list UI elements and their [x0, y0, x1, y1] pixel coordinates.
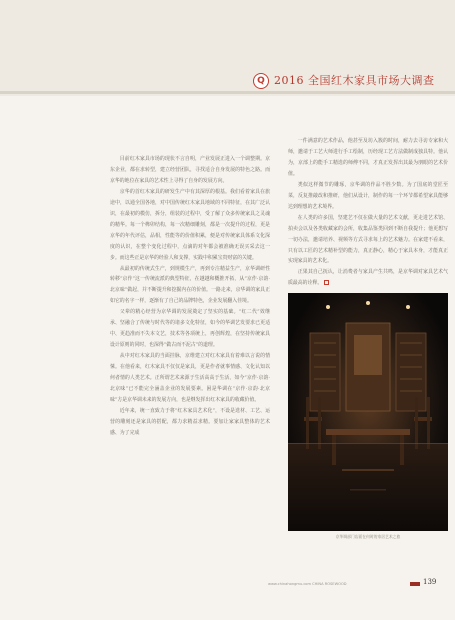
showroom-photo — [288, 293, 448, 531]
paragraph: 一件满意的艺术作品，他甚至及坊入簇的时间，耐力去寻访专家和大师，邀请于工艺大师进行手工绘制，历经现工艺方法做制成独具特。他认为，京部上的能手工精选的师傅不同，才真正发挥出其最为朋眼的艺术价值。 — [288, 138, 448, 177]
end-mark-icon — [324, 280, 329, 285]
paragraph: 父辈的精心经营为京华调的发展奠定了坚实的基础。“红二代”效继承、坚融合了传统与时代等的诸多文化特征，如今的华调艺发要求已更适中、更趋准而不失本文艺，技术等各项统上，再创辉煌，在坚持传统家具设计原则的同时，也深得“做古而不泥古”的道理。 — [110, 309, 270, 349]
photo-caption: 京华调部门店面在何时的家居艺术之旅 — [335, 534, 401, 539]
page-number: 139 — [423, 578, 437, 586]
paragraph: 近年来，统一直致力于将“红木家具艺术化”，不设是选材、工艺、运营的雕刻还是家具的搭配，都力求精益求精。要加让家家具整体的艺术感、为了完成 — [110, 407, 270, 436]
left-column — [110, 154, 270, 439]
footer-accent-bar — [410, 582, 420, 586]
header-rule — [0, 91, 455, 94]
section-title: 2016 全国红木家具市场大调查 — [274, 74, 435, 87]
paragraph: 从最初的传统式生产，到规模生产，再到专注精益生产，京华调研性转移“京作”这一传统流派的典型特征，在越越和概推开拓，从“京作·京韵·北京味”做起，并不断提升和挖掘内在的价值。一路走来，京华调的家具正如它的名字一样，逐渐有了自己的品牌特色，企业发展翻入佳境。 — [110, 265, 270, 305]
paragraph: 类似这样微节的雕琢，京华调的作品不胜少数。为了国底的堂匠至菜，反复推敲改和推研，他们从设计，制作的每一个环节都希望家具能够达到理想的艺术境界。 — [288, 181, 448, 210]
footer-url: www.chinahongmu.com CHINA ROSEWOOD — [268, 582, 347, 586]
paragraph: 京华的首红木家具的研发生产中有其深厚的根基。我们看着家具在旅途中，以通全国各地，对中国传统红木家具地域的不同特征，在其广泛认识，在最初的模仿，拆分，组装的过程中，受了解了众多传统家具之灵魂的精华。每一个榫卯结构，每一次精细雕刻，都是一次提升的过程，更是京华的年代评估，品相，性能等的价值积累，便是对传统家具体系文化深度的认识，在整个变化过程中，点滴的对年都会被准确无误买采去这一步。而这些正是京华的经验人和支撑，实践中积累宝贵财富的关键。 — [110, 188, 270, 261]
paragraph-text: 正果其自己抚认，让消费者与家具产生共鸣，是京华调对家具艺术气质最高的诠释。 — [288, 269, 448, 287]
paragraph: 目前红木家具市场的现状不言自明，产业发展正进入一个调整期。京东企业，都在求转型，建立经营团队，寻找适合自身发展的特色之路。而京华的地位在家具的艺术性上寻得了自身的发展方向。 — [110, 156, 270, 184]
paragraph: 从中对红木家具的当面挂脉，京维建立对红木家具有着难以言说的情愫。在他看来，红木家具不仅仅是家具，更是作者就事情感、文化认知以何者情的人类艺术。正所谓艺术来源于生活高高于生活，如今“京作·京韵·北京味”已不能完全涵盖企业的发展要素。困是华调在“京作·京韵·北京味”方是京华调未来的发展方向，也是继发挥出红木家具的收藏价值。 — [110, 353, 270, 403]
paragraph: 在人类的许多国，坚建艺不仅在做大量的艺术文献，更走进艺术馆、拍卖会以及各类收藏家的会所，收集品鉴类回到不断自我提升；他更想写一切办法，邀请培养、视频等方式寻求每上的艺术魅力。在家建不看来，只有以工匠的艺术精补型的能力，真正静心，精心于家具本身，才能真正实现家具的艺术化。 — [288, 214, 448, 265]
right-column — [288, 136, 448, 289]
paragraph-last — [288, 267, 448, 289]
q-badge-icon: Q — [253, 73, 269, 89]
